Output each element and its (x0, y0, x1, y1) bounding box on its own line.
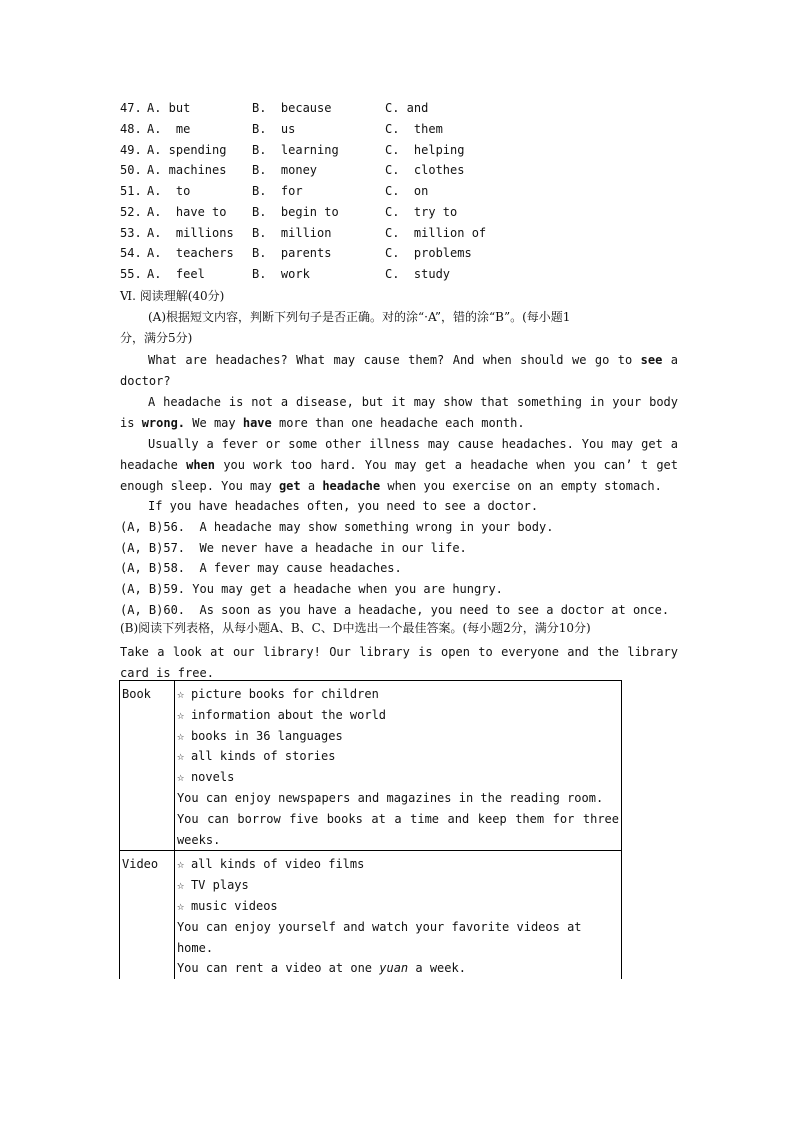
bold-word: wrong. (141, 415, 186, 430)
passage-paragraph-2 (120, 392, 678, 434)
question-number: 50. (120, 163, 142, 177)
book-note-2: You can borrow five books at a time and keep them for three weeks. (176, 811, 619, 847)
star-icon: ☆ (176, 687, 185, 701)
option-a: A. machines (147, 163, 227, 177)
table-row-video (120, 851, 622, 979)
note-text: You can rent a video at one (176, 961, 380, 976)
option-c: C. helping (385, 143, 465, 157)
question-number: 48. (120, 122, 142, 136)
mc-row-53 (120, 226, 680, 246)
passage-text: a doctor? (120, 353, 678, 388)
item-text: picture books for children (190, 687, 379, 701)
list-item (177, 705, 619, 726)
star-icon: ☆ (176, 857, 185, 872)
item-text: TV plays (190, 878, 249, 893)
option-a: A. teachers (147, 246, 234, 260)
mc-row-49 (120, 143, 680, 163)
list-item (177, 767, 619, 788)
list-item (177, 896, 619, 917)
option-b: B. million (252, 226, 332, 240)
option-b: B. parents (252, 246, 332, 260)
option-c: C. problems (385, 246, 472, 260)
option-b: B. us (252, 122, 296, 136)
question-number: 52. (120, 205, 142, 219)
passage-paragraph-4: If you have headaches often, you need to see a doctor. (148, 499, 539, 513)
video-details (174, 851, 621, 979)
question-number: 51. (120, 184, 142, 198)
option-b: B. money (252, 163, 318, 177)
statement-57: (A, B)57. We never have a headache in our life. (120, 541, 467, 555)
passage-paragraph-3 (120, 434, 678, 496)
mc-row-47 (120, 101, 680, 121)
video-note-1: You can enjoy yourself and watch your favorite videos at home. (176, 919, 582, 955)
option-c: C. on (385, 184, 429, 198)
list-item (177, 684, 619, 705)
option-c: C. million of (385, 226, 487, 240)
star-icon: ☆ (176, 707, 185, 722)
passage-text: when you exercise on an empty stomach. (380, 478, 662, 493)
passage-paragraph-1 (120, 350, 678, 392)
mc-row-51 (120, 184, 680, 204)
mc-row-55 (120, 267, 680, 287)
option-b: B. learning (252, 143, 339, 157)
library-table (119, 680, 622, 979)
option-a: A. spending (147, 143, 227, 157)
option-a: A. have to (147, 205, 227, 219)
option-a: A. me (147, 122, 191, 136)
passage-text: Usually a fever or some other illness may cause headaches. You may get a headache (120, 437, 678, 472)
option-a: A. to (147, 184, 191, 198)
question-number: 55. (120, 267, 142, 281)
item-text: novels (190, 770, 235, 785)
star-icon: ☆ (176, 749, 185, 764)
passage-text: more than one headache each month. (271, 415, 525, 430)
question-number: 53. (120, 226, 142, 240)
option-c: C. try to (385, 205, 458, 219)
mc-row-52 (120, 205, 680, 225)
option-a: A. feel (147, 267, 205, 281)
option-a: A. millions (147, 226, 234, 240)
option-c: C. study (385, 267, 451, 281)
list-item (177, 854, 619, 875)
passage-text: you work too hard. You may get a headache when you can’ t get enough sleep. You may (120, 457, 678, 493)
statement-58: (A, B)58. A fever may cause headaches. (120, 561, 402, 575)
option-b: B. for (252, 184, 303, 198)
note-text: a week. (408, 961, 466, 976)
book-details (174, 681, 621, 851)
item-text: information about the world (190, 707, 387, 722)
statement-56: (A, B)56. A headache may show something wrong in your body. (120, 520, 554, 534)
library-intro: Take a look at our library! Our library is open to everyone and the library card is free. (120, 645, 678, 680)
question-number: 54. (120, 246, 142, 260)
list-item (177, 726, 619, 747)
option-c: C. and (385, 101, 429, 115)
option-c: C. clothes (385, 163, 465, 177)
item-text: all kinds of stories (190, 749, 336, 764)
table-row-book (120, 681, 622, 851)
option-c: C. them (385, 122, 443, 136)
star-icon: ☆ (176, 878, 185, 893)
row-label-video: Video (120, 851, 175, 979)
statement-60: (A, B)60. As soon as you have a headache, you need to see a doctor at once. (120, 603, 670, 617)
book-note-1: You can enjoy newspapers and magazines in the reading room. (176, 790, 604, 805)
bold-word: when (186, 457, 216, 472)
option-b: B. work (252, 267, 310, 281)
video-note-2 (177, 958, 619, 979)
item-text: books in 36 languages (190, 728, 343, 743)
passage-text: A headache is not a disease, but it may show that something in your body is (120, 395, 678, 430)
passage-text: We may (185, 415, 243, 430)
mc-row-48 (120, 122, 680, 142)
part-a-instructions: (A)根据短文内容，判断下列句子是否正确。对的涂“·A”，错的涂“B”。(每小题1 (148, 310, 571, 324)
part-a-instructions-cont: 分，满分5分) (120, 331, 193, 345)
italic-word: yuan (379, 961, 409, 976)
star-icon: ☆ (176, 728, 185, 743)
list-item (177, 746, 619, 767)
row-label-book: Book (120, 681, 175, 851)
passage-text: a (300, 478, 323, 493)
section-title: Ⅵ. 阅读理解(40分) (120, 289, 225, 303)
item-text: music videos (190, 898, 278, 913)
bold-word: headache (322, 478, 381, 493)
question-number: 47. (120, 101, 142, 115)
list-item (177, 875, 619, 896)
passage-text: What are headaches? What may cause them? And when should we go to (148, 353, 641, 367)
star-icon: ☆ (176, 770, 185, 785)
mc-row-54 (120, 246, 680, 266)
mc-row-50 (120, 163, 680, 183)
statement-59: (A, B)59. You may get a headache when you are hungry. (120, 582, 503, 596)
item-text: all kinds of video films (190, 857, 365, 872)
option-b: B. begin to (252, 205, 339, 219)
bold-word: get (278, 478, 301, 493)
bold-word: have (242, 415, 272, 430)
bold-word: see (640, 353, 663, 367)
star-icon: ☆ (176, 898, 185, 913)
question-number: 49. (120, 143, 142, 157)
part-b-instructions: (B)阅读下列表格，从每小题A、B、C、D中选出一个最佳答案。(每小题2分，满分10分) (120, 621, 591, 635)
option-a: A. but (147, 101, 191, 115)
option-b: B. because (252, 101, 332, 115)
